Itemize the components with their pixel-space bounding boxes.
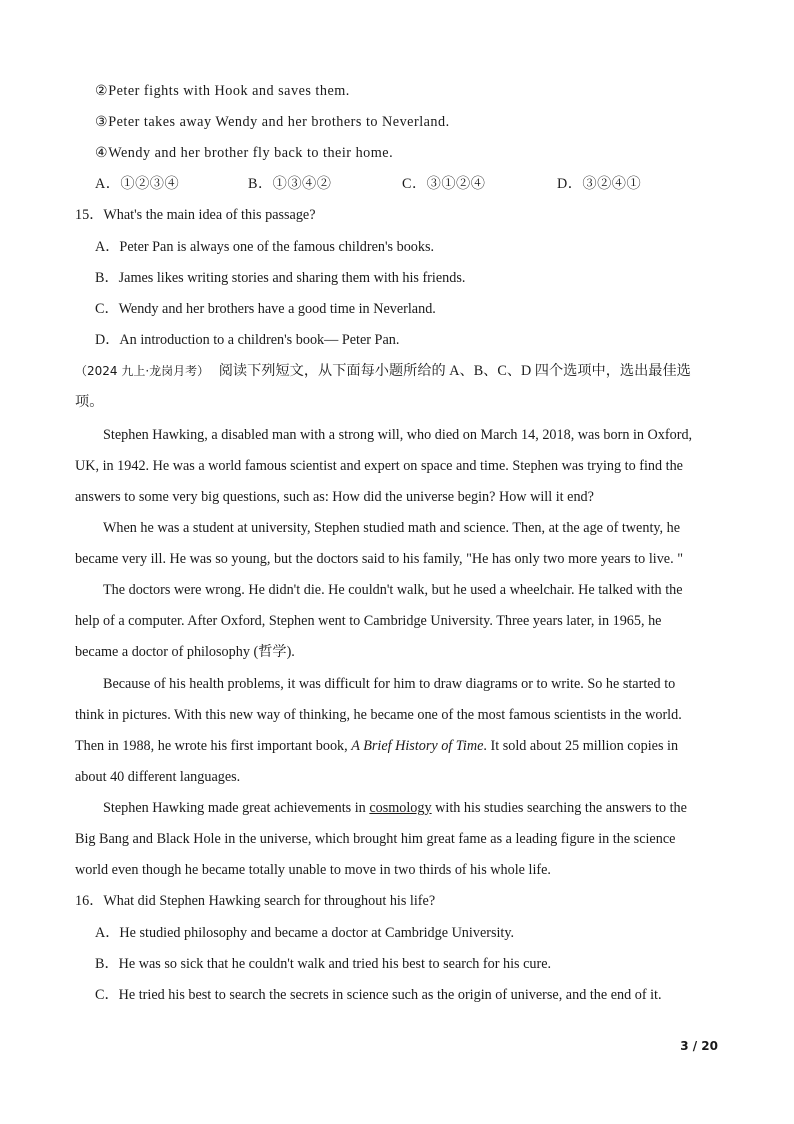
passage-line-book bbox=[75, 737, 678, 755]
section-instruction-text: 阅读下列短文，从下面每小题所给的 A、B、C、D 四个选项中，选出最佳选 bbox=[218, 363, 691, 379]
page-number: 3 / 20 bbox=[680, 1039, 718, 1053]
q15-stem: 15．What's the main idea of this passage? bbox=[75, 207, 316, 223]
passage-line: world even though he became totally unable to move in two thirds of his whole life. bbox=[75, 862, 551, 878]
underlined-word-cosmology: cosmology bbox=[369, 800, 432, 816]
order-item-4: ④Wendy and her brother fly back to their home. bbox=[95, 145, 394, 161]
q14-choice-d[interactable]: D．③②④① bbox=[557, 176, 642, 192]
book-title: A Brief History of Time bbox=[351, 738, 484, 754]
passage-line: became a doctor of philosophy (哲学). bbox=[75, 644, 295, 660]
q16-option-b[interactable]: B．He was so sick that he couldn't walk and tried his best to search for his cure. bbox=[95, 956, 552, 972]
passage-line: Stephen Hawking, a disabled man with a strong will, who died on March 14, 2018, was born in Oxford, bbox=[103, 427, 693, 443]
q16-stem: 16．What did Stephen Hawking search for throughout his life? bbox=[75, 893, 436, 909]
section-instruction-cont: 项。 bbox=[75, 394, 104, 410]
passage-text: Then in 1988, he wrote his first important book, bbox=[75, 738, 352, 754]
q15-option-c[interactable]: C．Wendy and her brothers have a good time in Neverland. bbox=[95, 301, 436, 317]
passage-text: . It sold about 25 million copies in bbox=[483, 738, 679, 754]
passage-line-cosmology bbox=[103, 799, 687, 817]
section-source: （2024 九上·龙岗月考） bbox=[75, 364, 210, 378]
passage-line: The doctors were wrong. He didn't die. He couldn't walk, but he used a wheelchair. He talked with the bbox=[103, 582, 683, 598]
passage-line: Because of his health problems, it was difficult for him to draw diagrams or to write. So he started to bbox=[103, 676, 676, 692]
q15-option-d[interactable]: D．An introduction to a children's book— Peter Pan. bbox=[95, 332, 400, 348]
passage-line: about 40 different languages. bbox=[75, 769, 241, 785]
q16-option-a[interactable]: A．He studied philosophy and became a doctor at Cambridge University. bbox=[95, 925, 515, 941]
q14-choice-a[interactable]: A．①②③④ bbox=[95, 176, 180, 192]
passage-line: Big Bang and Black Hole in the universe, which brought him great fame as a leading figure in the science bbox=[75, 831, 676, 847]
passage-line: answers to some very big questions, such as: How did the universe begin? How will it end? bbox=[75, 489, 594, 505]
order-item-3: ③Peter takes away Wendy and her brothers to Neverland. bbox=[95, 114, 450, 130]
q15-option-a[interactable]: A．Peter Pan is always one of the famous children's books. bbox=[95, 239, 435, 255]
q15-option-b[interactable]: B．James likes writing stories and sharing them with his friends. bbox=[95, 270, 466, 286]
passage-line: When he was a student at university, Stephen studied math and science. Then, at the age of twenty, he bbox=[103, 520, 681, 536]
passage-line: UK, in 1942. He was a world famous scientist and expert on space and time. Stephen was trying to find the bbox=[75, 458, 683, 474]
order-item-2: ②Peter fights with Hook and saves them. bbox=[95, 83, 350, 99]
passage-text: Stephen Hawking made great achievements in bbox=[103, 800, 370, 816]
section-instruction bbox=[75, 362, 691, 380]
q14-choice-c[interactable]: C．③①②④ bbox=[402, 176, 486, 192]
q14-choice-b[interactable]: B．①③④② bbox=[248, 176, 332, 192]
q16-option-c[interactable]: C．He tried his best to search the secrets in science such as the origin of universe, and the end of it. bbox=[95, 987, 662, 1003]
passage-text: with his studies searching the answers to the bbox=[431, 800, 687, 816]
passage-line: became very ill. He was so young, but the doctors said to his family, "He has only two more years to live. " bbox=[75, 551, 683, 567]
passage-line: help of a computer. After Oxford, Stephen went to Cambridge University. Three years later, in 1965, he bbox=[75, 613, 662, 629]
passage-line: think in pictures. With this new way of thinking, he became one of the most famous scientists in the world. bbox=[75, 707, 682, 723]
